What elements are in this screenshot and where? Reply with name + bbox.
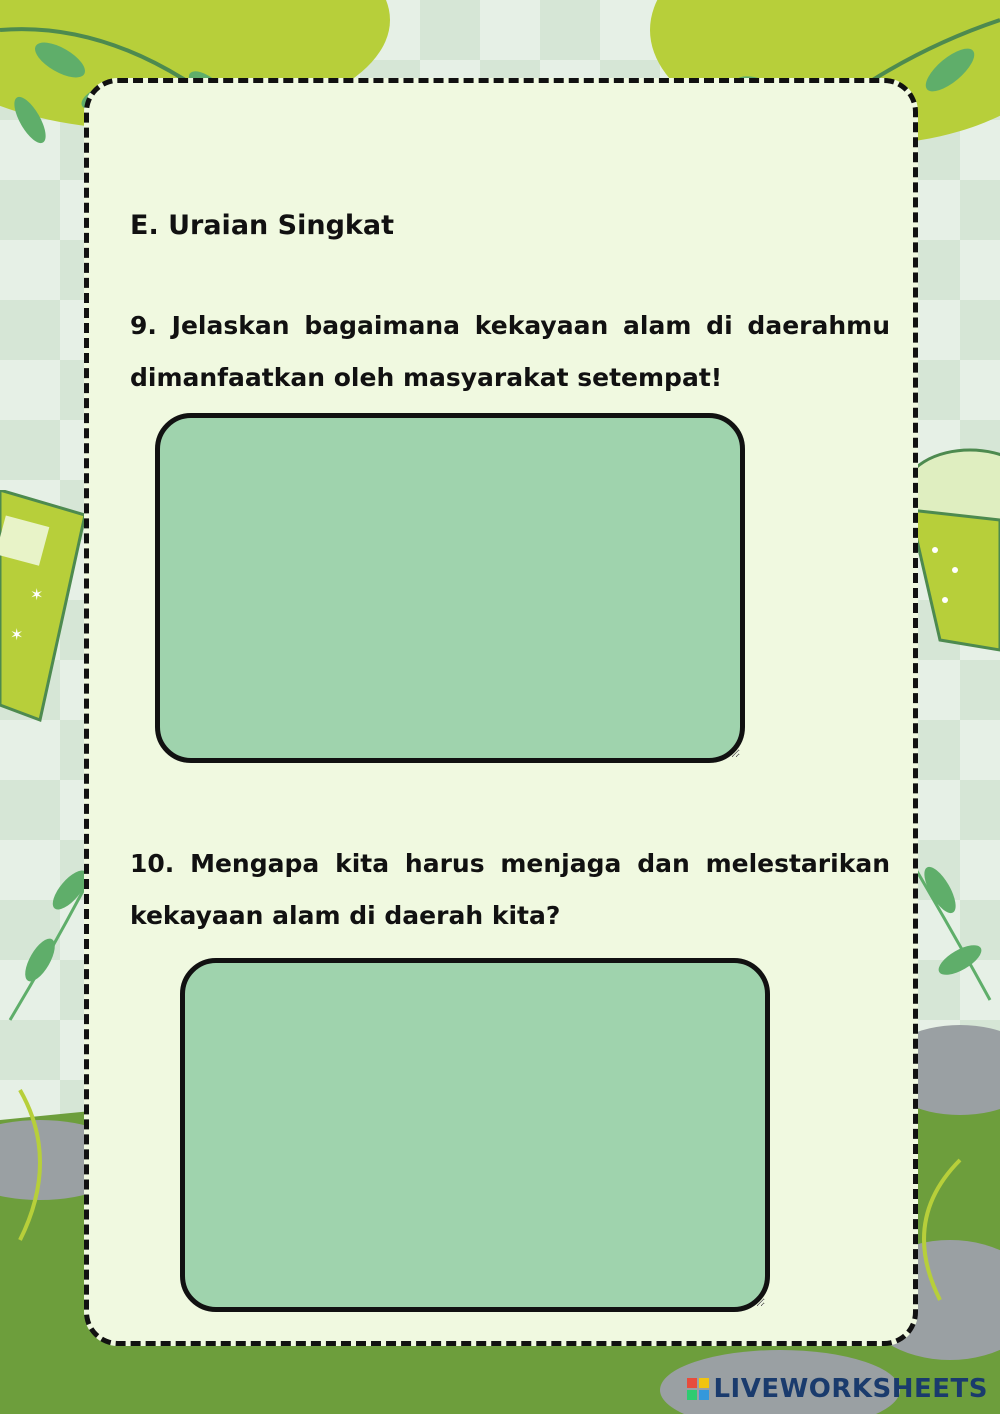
answer-10-field[interactable] [180, 958, 770, 1312]
liveworksheets-logo-icon [687, 1378, 709, 1400]
svg-text:✶: ✶ [30, 585, 44, 604]
notebook-decoration [0, 490, 90, 730]
svg-text:✶: ✶ [10, 625, 24, 644]
question-9-text: 9. Jelaskan bagaimana kekayaan alam di daerahmu dimanfaatkan oleh masyarakat setempat! [130, 311, 890, 392]
liveworksheets-brand [687, 1374, 988, 1404]
brand-text: LIVEWORKSHEETS [713, 1374, 988, 1404]
question-10-text: 10. Mengapa kita harus menjaga dan melestarikan kekayaan alam di daerah kita? [130, 849, 890, 930]
section-title: E. Uraian Singkat [130, 210, 394, 241]
answer-9-field[interactable] [155, 413, 745, 763]
